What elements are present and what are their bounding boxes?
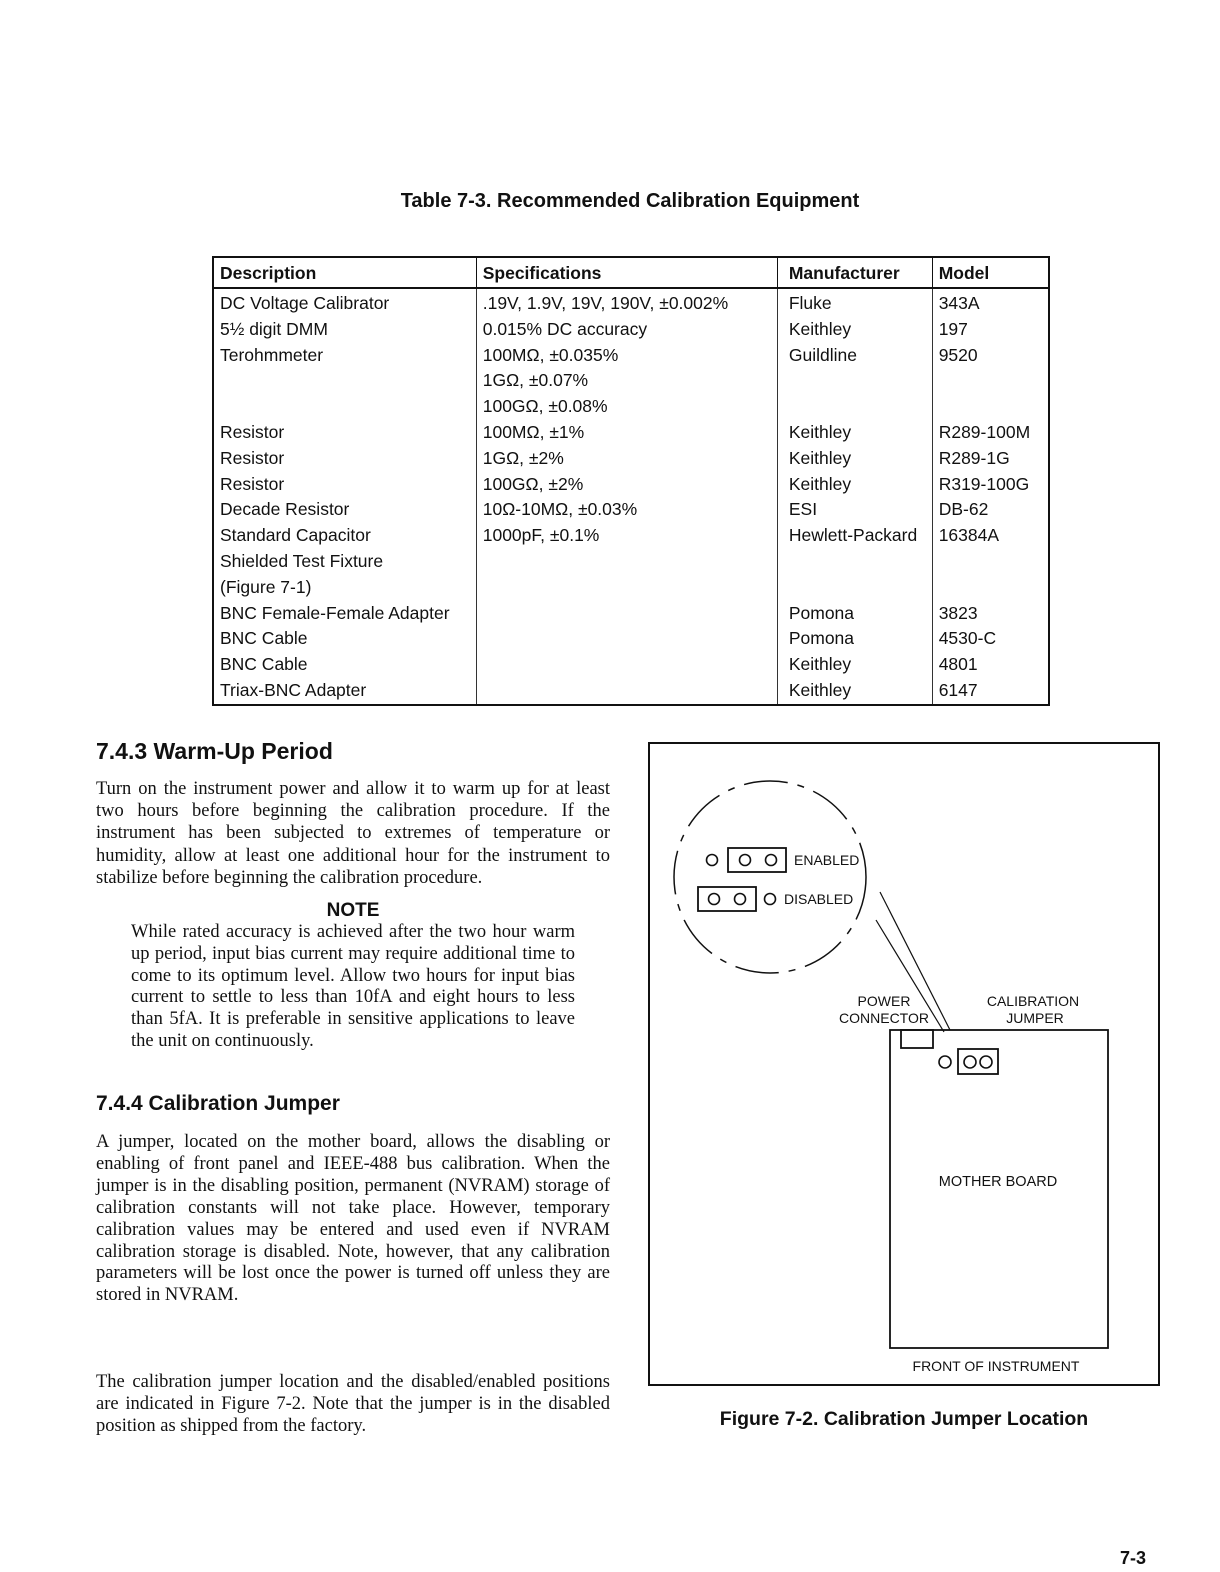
cell-specifications: 100GΩ, ±2% [476,472,777,498]
cell-model: 16384A [938,525,1000,546]
table-body [213,288,1049,705]
note-title: NOTE [326,900,380,921]
cell-manufacturer: Hewlett-Packard [777,523,932,549]
table-row [213,497,1049,523]
power-connector [901,1030,933,1048]
cell-manufacturer: Keithley [777,678,932,705]
cell-specifications [476,549,777,601]
cell-model: 4530-C [938,628,997,649]
cell-manufacturer: ESI [777,497,932,523]
cell-manufacturer: Keithley [777,420,932,446]
cell-specifications: 100MΩ, ±0.035% 1GΩ, ±0.07% 100GΩ, ±0.08% [476,343,777,420]
section-heading-calibration-jumper: 7.4.4 Calibration Jumper [96,1092,340,1115]
cell-model [932,549,1049,601]
column-header-model: Model [932,257,1049,288]
jumper-paragraph-2: The calibration jumper location and the disabled/enabled positions are indicated in Figure 7-2. Note that the jumper is in the disabled position as shipped from the factory. [96,1372,610,1436]
jumper-disabled-position [698,887,853,911]
cell-model: R289-100M [938,421,1031,442]
table-row [213,343,1049,420]
cell-model: 343A [938,293,980,313]
cell-model: 4801 [938,654,978,675]
table-row [213,446,1049,472]
jumper-paragraph-1: A jumper, located on the mother board, allows the disabling or enabling of front panel and IEEE-488 bus calibration. When the jumper is in the disabling position, permanent (NVRAM) storage of calibration constants will not take place. However, temporary calibration values may be entered and used even if NVRAM calibration storage is disabled. Note, however, that any calibration parameters will be lost once the power is turned off unless they are stored in NVRAM. [96,1132,610,1306]
front-of-instrument-label: FRONT OF INSTRUMENT [912,1358,1080,1374]
cell-model: 6147 [938,679,978,700]
cell-specifications [476,678,777,705]
cell-specifications [476,626,777,652]
cell-model: 3823 [938,602,978,623]
cell-description: Resistor [213,446,476,472]
magnify-circle [674,781,866,973]
cell-model: 9520 [938,344,978,365]
jumper-label: JUMPER [1006,1010,1064,1026]
cell-description: Resistor [213,420,476,446]
note-paragraph: While rated accuracy is achieved after the two hour warm up period, input bias current may require additional time to come to its optimum level. Allow two hours for input bias current to settle to less than 10fA and eight hours to less than 5fA. It is preferable in sensitive applications to leave the unit on continuously. [131,922,575,1051]
cell-specifications: 10Ω-10MΩ, ±0.03% [476,497,777,523]
cell-description: Terohmmeter [213,343,476,420]
enabled-label: ENABLED [794,852,860,868]
power-label: POWER [857,993,911,1009]
cell-model: R319-100G [938,473,1030,494]
page-number: 7-3 [1119,1548,1146,1568]
cell-manufacturer: Keithley [777,317,932,343]
mother-board-label: MOTHER BOARD [938,1174,1058,1190]
table-row [213,523,1049,549]
cell-description: Shielded Test Fixture (Figure 7-1) [213,549,476,601]
cell-description: BNC Cable [213,652,476,678]
table-row [213,317,1049,343]
calibration-equipment-table [212,256,1050,706]
cell-manufacturer: Keithley [777,652,932,678]
cell-specifications [476,601,777,627]
cell-manufacturer: Fluke [777,288,932,317]
cell-manufacturer [777,549,932,601]
cell-specifications: 1GΩ, ±2% [476,446,777,472]
cell-specifications: .19V, 1.9V, 19V, 190V, ±0.002% [476,288,777,317]
calibration-label: CALIBRATION [986,993,1080,1009]
cell-specifications: 100MΩ, ±1% [476,420,777,446]
cell-manufacturer: Pomona [777,601,932,627]
column-header-manufacturer: Manufacturer [777,257,932,288]
cell-description: BNC Cable [213,626,476,652]
cell-model: DB-62 [938,499,989,520]
table-row [213,420,1049,446]
cell-specifications: 1000pF, ±0.1% [476,523,777,549]
section-heading-warmup: 7.4.3 Warm-Up Period [96,738,333,764]
warmup-paragraph: Turn on the instrument power and allow it to warm up for at least two hours before beginning the calibration procedure. If the instrument has been subjected to extremes of temperature or humidity, allow at least one additional hour for the instrument to stabilize before beginning the calibration procedure. [96,779,610,888]
figure-caption: Figure 7-2. Calibration Jumper Location [719,1408,1089,1430]
table-row [213,652,1049,678]
table-header-row [213,257,1049,288]
cell-manufacturer: Keithley [777,446,932,472]
cell-description: Standard Capacitor [213,523,476,549]
table-row [213,601,1049,627]
disabled-label: DISABLED [784,891,854,907]
connector-label: CONNECTOR [839,1010,929,1026]
cell-manufacturer: Guildline [777,343,932,420]
cell-description: 5½ digit DMM [213,317,476,343]
column-header-description: Description [213,257,476,288]
figure-frame [648,742,1160,1386]
table-row [213,626,1049,652]
cell-model: R289-1G [938,447,1010,468]
jumper-enabled-position [707,848,860,872]
cell-manufacturer: Pomona [777,626,932,652]
cell-description: BNC Female-Female Adapter [213,601,476,627]
cell-description: Resistor [213,472,476,498]
table-title: Table 7-3. Recommended Calibration Equipment [400,190,860,212]
calibration-jumper-diagram [650,744,1160,1386]
cell-description: DC Voltage Calibrator [213,288,476,317]
cell-model: 197 [938,318,968,339]
cell-specifications [476,652,777,678]
table-row [213,472,1049,498]
table-row [213,678,1049,705]
cell-description: Decade Resistor [213,497,476,523]
cell-description: Triax-BNC Adapter [213,678,476,705]
table-row [213,288,1049,317]
table-row [213,549,1049,601]
cell-specifications: 0.015% DC accuracy [476,317,777,343]
cell-manufacturer: Keithley [777,472,932,498]
column-header-specifications: Specifications [476,257,777,288]
